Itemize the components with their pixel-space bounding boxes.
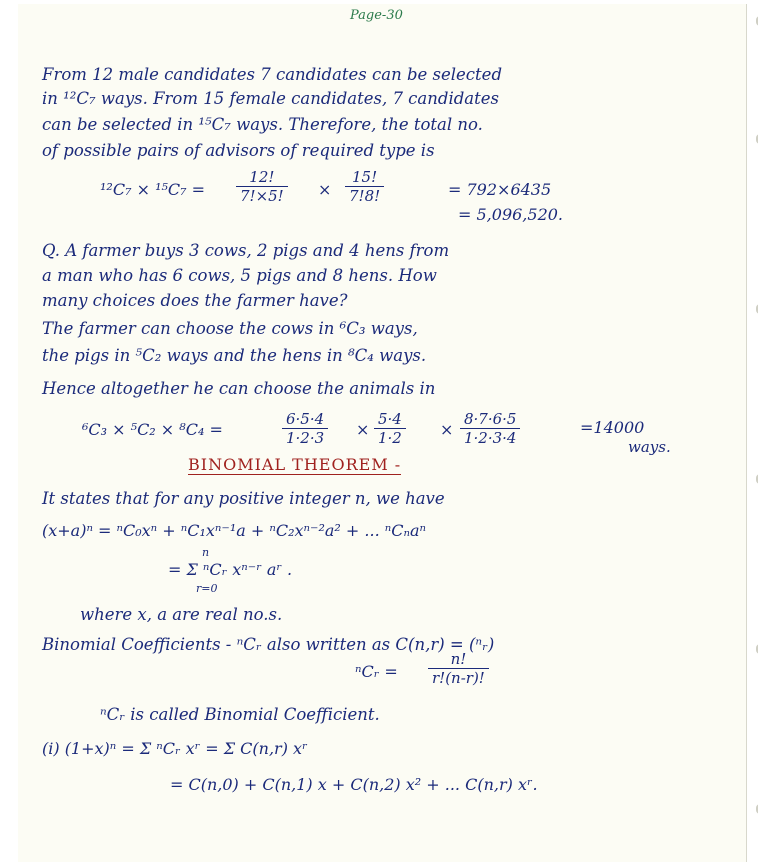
text-line: From 12 male candidates 7 candidates can be selected [42,65,503,84]
section-heading: BINOMIAL THEOREM - [188,455,402,474]
fraction-denominator: r!(n-r)! [432,669,485,687]
fraction-denominator: 1·2 [378,429,402,447]
fraction-denominator: 7!8! [349,187,381,205]
fraction-numerator: n! [428,650,489,669]
equation-lhs: ¹²C₇ × ¹⁵C₇ = [100,180,206,199]
formula-lhs: ⁿCᵣ = [355,662,398,681]
fraction-numerator: 8·7·6·5 [460,410,520,429]
fraction-numerator: 15! [345,168,384,187]
times-sign: × [318,180,332,199]
answer-line: the pigs in ⁵C₂ ways and the hens in ⁸C₄ ways. [42,346,427,365]
question-line: Q. A farmer buys 3 cows, 2 pigs and 4 hens from [42,241,450,260]
fraction-denominator: 1·2·3 [286,429,325,447]
question-line: a man who has 6 cows, 5 pigs and 8 hens. How [42,266,437,285]
fraction-denominator: 1·2·3·4 [464,429,517,447]
fraction [374,410,406,447]
fraction [428,650,489,687]
times-sign: × [356,420,370,439]
text-line: where x, a are real no.s. [80,605,283,624]
page-number: Page-30 [350,8,403,23]
fraction-denominator: 7!×5! [240,187,284,205]
formula-line: = Σ ⁿCᵣ xⁿ⁻ʳ aʳ . [168,560,293,579]
formula-line: (x+a)ⁿ = ⁿC₀xⁿ + ⁿC₁xⁿ⁻¹a + ⁿC₂xⁿ⁻²a² + ... ⁿCₙaⁿ [42,521,426,540]
sum-lower-limit: r=0 [196,582,218,595]
equation-result: = 5,096,520. [458,205,564,224]
sum-upper-limit: n [202,546,210,559]
answer-line: The farmer can choose the cows in ⁶C₃ ways, [42,319,418,338]
fraction [282,410,328,447]
equation-lhs: ⁶C₃ × ⁵C₂ × ⁸C₄ = [82,420,223,439]
fraction [345,168,384,205]
answer-line: Hence altogether he can choose the animals in [42,379,436,398]
formula-line: (i) (1+x)ⁿ = Σ ⁿCᵣ xʳ = Σ C(n,r) xʳ [42,739,308,758]
question-line: many choices does the farmer have? [42,291,348,310]
fraction [236,168,288,205]
fraction-numerator: 12! [236,168,288,187]
text-line: can be selected in ¹⁵C₇ ways. Therefore, the total no. [42,115,483,134]
text-line: It states that for any positive integer n, we have [42,489,445,508]
formula-line: = C(n,0) + C(n,1) x + C(n,2) x² + ... C(n,r) xʳ. [170,775,538,794]
times-sign: × [440,420,454,439]
unit-label: ways. [628,438,671,456]
fraction [460,410,520,447]
fraction-numerator: 5·4 [374,410,406,429]
text-line: Binomial Coefficients - ⁿCᵣ also written as C(n,r) = (ⁿᵣ) [42,635,495,654]
text-line: in ¹²C₇ ways. From 15 female candidates, 7 candidates [42,89,499,108]
fraction-numerator: 6·5·4 [282,410,328,429]
equation-result: =14000 [580,418,645,437]
text-line: ⁿCᵣ is called Binomial Coefficient. [100,705,380,724]
equation-result: = 792×6435 [448,180,552,199]
text-line: of possible pairs of advisors of required type is [42,141,435,160]
